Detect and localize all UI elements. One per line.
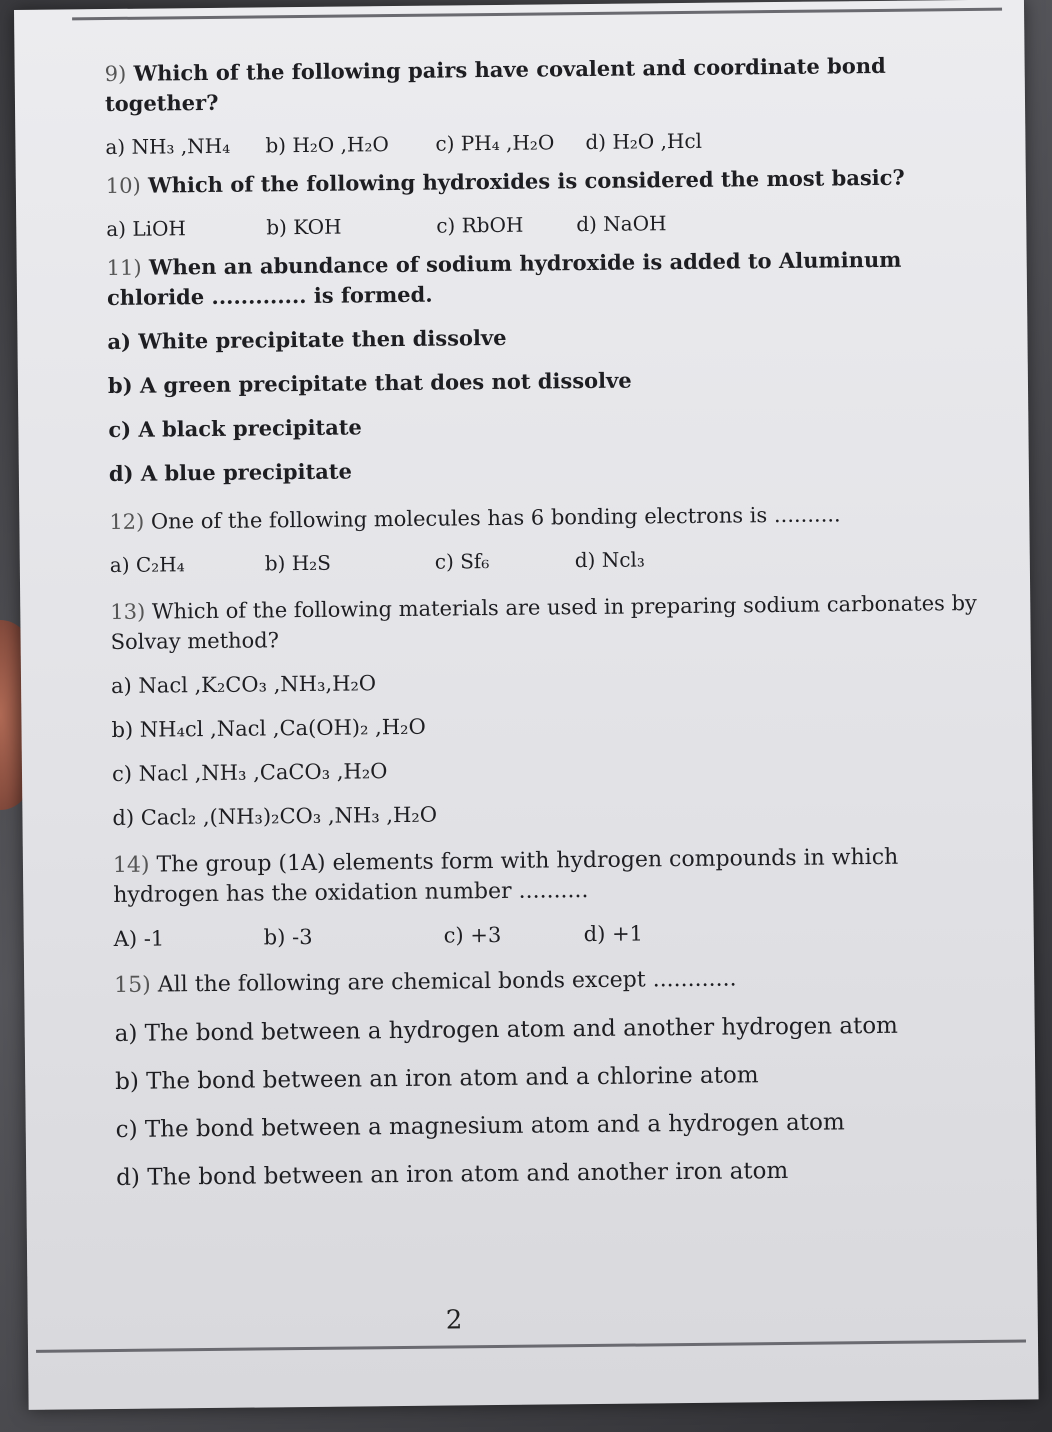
q14-option-c[interactable]: c) +3 (443, 922, 502, 948)
question-13-text: Which of the following materials are used in preparing sodium carbonates by Solvay method? (110, 590, 977, 655)
question-12-number: 12) (109, 509, 145, 535)
question-13-number: 13) (110, 599, 146, 625)
q11-option-c[interactable]: c) A black precipitate (108, 414, 362, 443)
exam-page (14, 0, 1039, 1410)
question-14-text: The group (1A) elements form with hydrogen compounds in which hydrogen has the oxidation number .......... (113, 844, 899, 909)
question-15-text: All the following are chemical bonds except ............ (157, 966, 737, 998)
q10-option-d[interactable]: d) NaOH (576, 211, 667, 237)
q9-option-c[interactable]: c) PH₄ ,H₂O (435, 130, 555, 156)
q9-option-d[interactable]: d) H₂O ,Hcl (585, 128, 703, 155)
q12-option-b[interactable]: b) H₂S (264, 550, 332, 576)
top-border-line (72, 8, 1002, 21)
q15-option-c[interactable]: c) The bond between a magnesium atom and a hydrogen atom (115, 1109, 845, 1143)
q11-option-a[interactable]: a) White precipitate then dissolve (107, 324, 507, 355)
questions-area (104, 40, 996, 1193)
q14-option-b[interactable]: b) -3 (263, 924, 313, 950)
question-11-number: 11) (106, 255, 142, 281)
q13-option-b[interactable]: b) NH₄cl ,Nacl ,Ca(OH)₂ ,H₂O (111, 714, 426, 743)
question-10-options (106, 206, 986, 243)
q13-option-c[interactable]: c) Nacl ,NH₃ ,CaCO₃ ,H₂O (111, 759, 388, 787)
q12-option-c[interactable]: c) Sf₆ (434, 549, 490, 574)
question-14 (113, 842, 994, 911)
question-10-number: 10) (105, 173, 141, 199)
q14-option-a[interactable]: A) -1 (113, 926, 165, 952)
question-10-text: Which of the following hydroxides is considered the most basic? (147, 164, 905, 198)
question-14-number: 14) (112, 852, 150, 879)
q13-option-a[interactable]: a) Nacl ,K₂CO₃ ,NH₃,H₂O (110, 671, 377, 699)
q15-option-d[interactable]: d) The bond between an iron atom and another iron atom (116, 1157, 789, 1191)
question-9-options (105, 124, 985, 161)
question-11-text: When an abundance of sodium hydroxide is added to Aluminum chloride ............. is formed. (106, 246, 902, 311)
question-9-number: 9) (104, 61, 127, 87)
question-12-text: One of the following molecules has 6 bonding electrons is .......... (150, 502, 841, 534)
q9-option-a[interactable]: a) NH₃ ,NH₄ (105, 133, 231, 160)
question-9-text: Which of the following pairs have covalent and coordinate bond together? (104, 52, 886, 117)
q11-option-b[interactable]: b) A green precipitate that does not dissolve (107, 367, 632, 399)
question-12 (109, 498, 989, 537)
q15-option-b[interactable]: b) The bond between an iron atom and a chlorine atom (115, 1062, 759, 1095)
q10-option-b[interactable]: b) KOH (266, 214, 342, 240)
bottom-border-line (36, 1339, 1026, 1352)
q12-option-a[interactable]: a) C₂H₄ (109, 552, 185, 578)
question-13 (110, 588, 991, 657)
q10-option-a[interactable]: a) LiOH (106, 216, 187, 242)
question-11 (107, 244, 988, 313)
q10-option-c[interactable]: c) RbOH (436, 212, 524, 238)
page-number: 2 (445, 1305, 463, 1336)
q15-option-a[interactable]: a) The bond between a hydrogen atom and another hydrogen atom (114, 1012, 899, 1048)
question-15 (114, 962, 994, 1001)
q11-option-d[interactable]: d) A blue precipitate (108, 458, 353, 487)
q9-option-b[interactable]: b) H₂O ,H₂O (265, 132, 389, 158)
question-9 (105, 50, 986, 119)
q12-option-d[interactable]: d) Ncl₃ (574, 547, 645, 573)
question-14-options (114, 916, 994, 953)
q14-option-d[interactable]: d) +1 (583, 921, 644, 947)
question-12-options (110, 542, 990, 579)
question-15-number: 15) (114, 972, 151, 999)
question-10 (106, 162, 986, 201)
q13-option-d[interactable]: d) Cacl₂ ,(NH₃)₂CO₃ ,NH₃ ,H₂O (112, 802, 438, 831)
